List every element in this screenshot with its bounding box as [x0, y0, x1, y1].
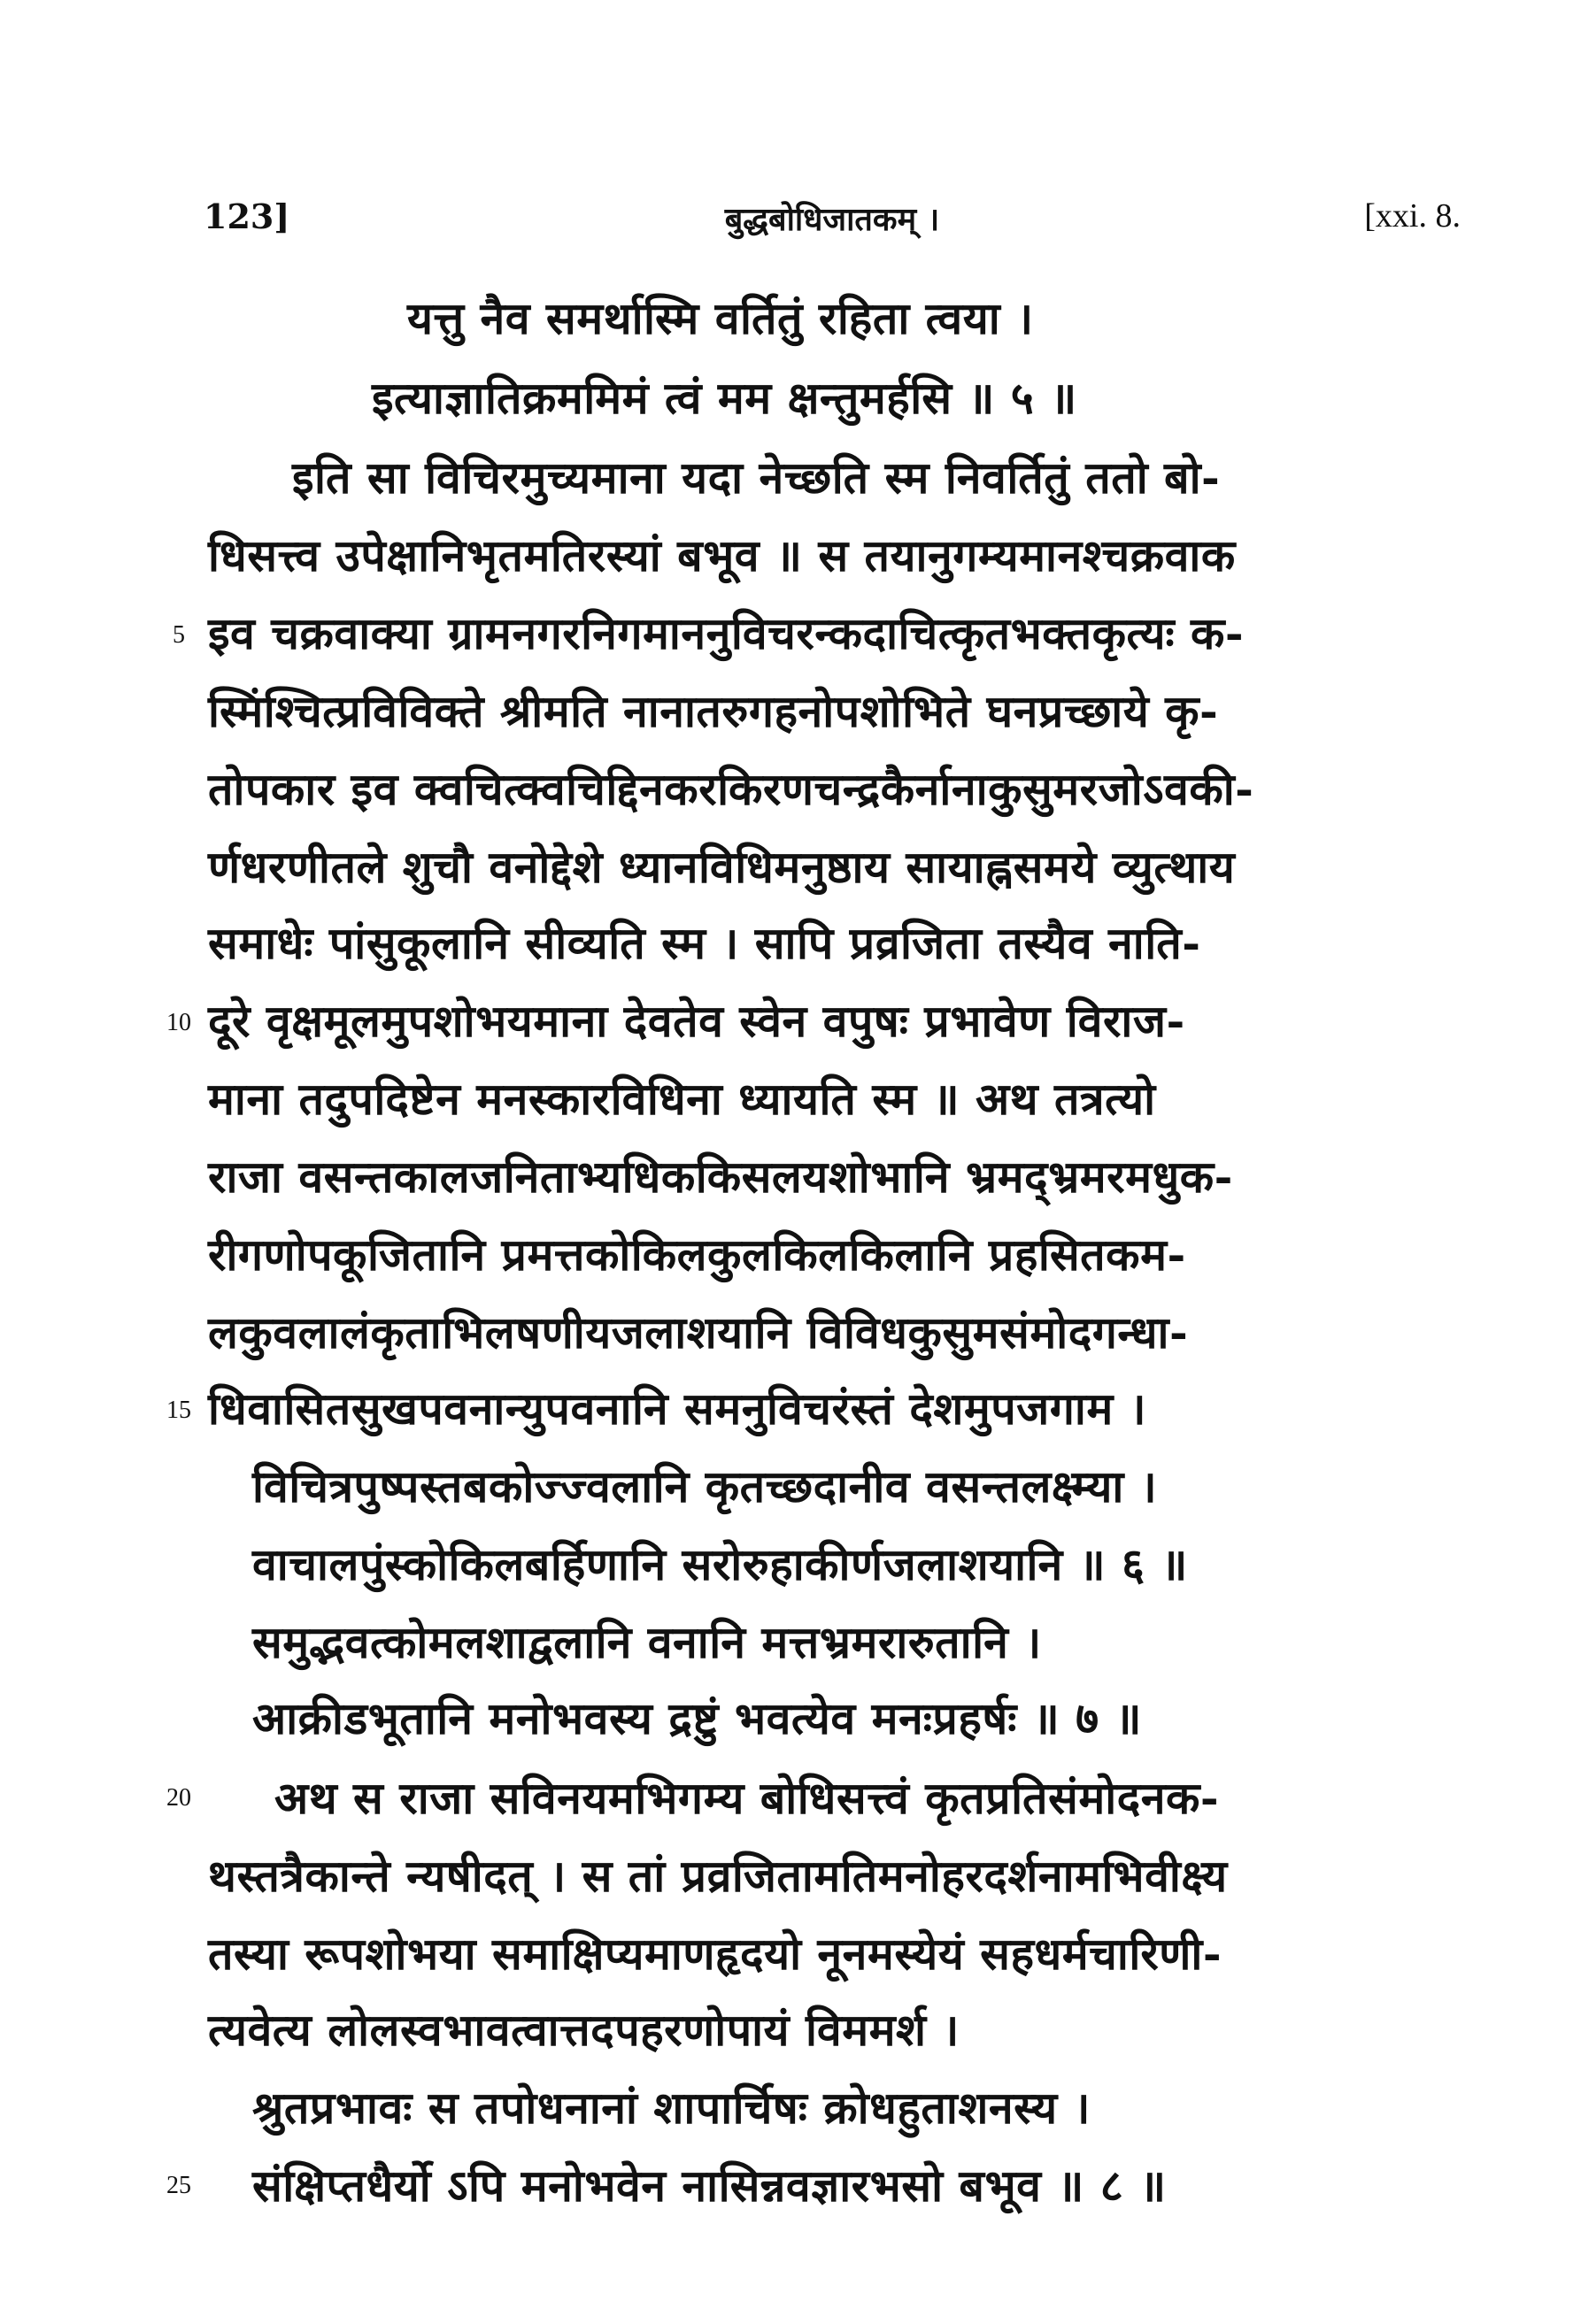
prose-line: इति सा विचिरमुच्यमाना यदा नेच्छति स्म निवर्तितुं ततो बो- [292, 451, 1221, 504]
prose-line: र्णधरणीतले शुचौ वनोद्देशे ध्यानविधिमनुष्ठाय सायाह्नसमये व्युत्थाय [208, 841, 1236, 893]
verse-line: यत्तु नैव समर्थास्मि वर्तितुं रहिता त्वया । [407, 292, 1034, 344]
prose-line: धिसत्त्व उपेक्षानिभृतमतिरस्यां बभूव ॥ स तयानुगम्यमानश्चक्रवाक [208, 529, 1236, 581]
line-number: 25 [166, 2172, 191, 2199]
chapter-reference: [xxi. 8. [1364, 197, 1461, 235]
running-head [204, 196, 1461, 250]
line-number: 20 [166, 1784, 191, 1812]
verse-line: आक्रीडभूतानि मनोभवस्य द्रष्टुं भवत्येव मनःप्रहर्षः ॥ ७ ॥ [252, 1692, 1142, 1744]
prose-line: त्यवेत्य लोलस्वभावत्वात्तदपहरणोपायं विममर्श । [208, 2004, 960, 2056]
prose-line: समाधेः पांसुकूलानि सीव्यति स्म । सापि प्रव्रजिता तस्यैव नाति- [208, 917, 1201, 969]
prose-line: तस्या रूपशोभया समाक्षिप्यमाणहृदयो नूनमस्येयं सहधर्मचारिणी- [208, 1928, 1222, 1980]
verse-line: विचित्रपुष्पस्तबकोज्ज्वलानि कृतच्छदानीव वसन्तलक्ष्म्या । [252, 1460, 1158, 1512]
prose-line: माना तदुपदिष्टेन मनस्कारविधिना ध्यायति स्म ॥ अथ तत्रत्यो [208, 1073, 1156, 1125]
prose-line: रीगणोपकूजितानि प्रमत्तकोकिलकुलकिलकिलानि प्रहसितकम- [208, 1228, 1186, 1281]
prose-line: राजा वसन्तकालजनिताभ्यधिककिसलयशोभानि भ्रमद्भ्रमरमधुक- [208, 1150, 1233, 1203]
line-number: 5 [173, 621, 185, 649]
prose-line: लकुवलालंकृताभिलषणीयजलाशयानि विविधकुसुमसंमोदगन्धा- [208, 1306, 1189, 1358]
prose-line: दूरे वृक्षमूलमुपशोभयमाना देवतेव स्वेन वपुषः प्रभावेण विराज- [208, 995, 1185, 1047]
verse-line: वाचालपुंस्कोकिलबर्हिणानि सरोरुहाकीर्णजलाशयानि ॥ ६ ॥ [252, 1538, 1188, 1590]
page-number: 123] [204, 196, 290, 236]
line-number: 10 [166, 1009, 191, 1036]
running-title: बुद्धबोधिजातकम् । [724, 201, 940, 238]
prose-line: तोपकार इव क्वचित्क्वचिद्दिनकरकिरणचन्द्रकैर्नानाकुसुमरजोऽवकी- [208, 763, 1254, 815]
verse-line: समुद्भवत्कोमलशाद्वलानि वनानि मत्तभ्रमरारुतानि । [252, 1616, 1042, 1668]
verse-line: इत्याज्ञातिक्रममिमं त्वं मम क्षन्तुमर्हसि ॥ ५ ॥ [372, 372, 1077, 424]
verse-line: श्रुतप्रभावः स तपोधनानां शापार्चिषः क्रोधहुताशनस्य । [252, 2082, 1091, 2134]
prose-line: थस्तत्रैकान्ते न्यषीदत् । स तां प्रव्रजितामतिमनोहरदर्शनामभिवीक्ष्य [208, 1850, 1228, 1902]
prose-line: अथ स राजा सविनयमभिगम्य बोधिसत्त्वं कृतप्रतिसंमोदनक- [274, 1772, 1220, 1824]
verse-line: संक्षिप्तधैर्यो ऽपि मनोभवेन नासिन्नवज्ञारभसो बभूव ॥ ८ ॥ [252, 2159, 1167, 2212]
prose-line: स्मिंश्चित्प्रविविक्ते श्रीमति नानातरुगहनोपशोभिते घनप्रच्छाये कृ- [208, 685, 1219, 737]
prose-line: इव चक्रवाक्या ग्रामनगरनिगमाननुविचरन्कदाचित्कृतभक्तकृत्यः क- [208, 607, 1245, 659]
prose-line: धिवासितसुखपवनान्युपवनानि समनुविचरंस्तं देशमुपजगाम । [208, 1382, 1147, 1435]
line-number: 15 [166, 1397, 191, 1424]
